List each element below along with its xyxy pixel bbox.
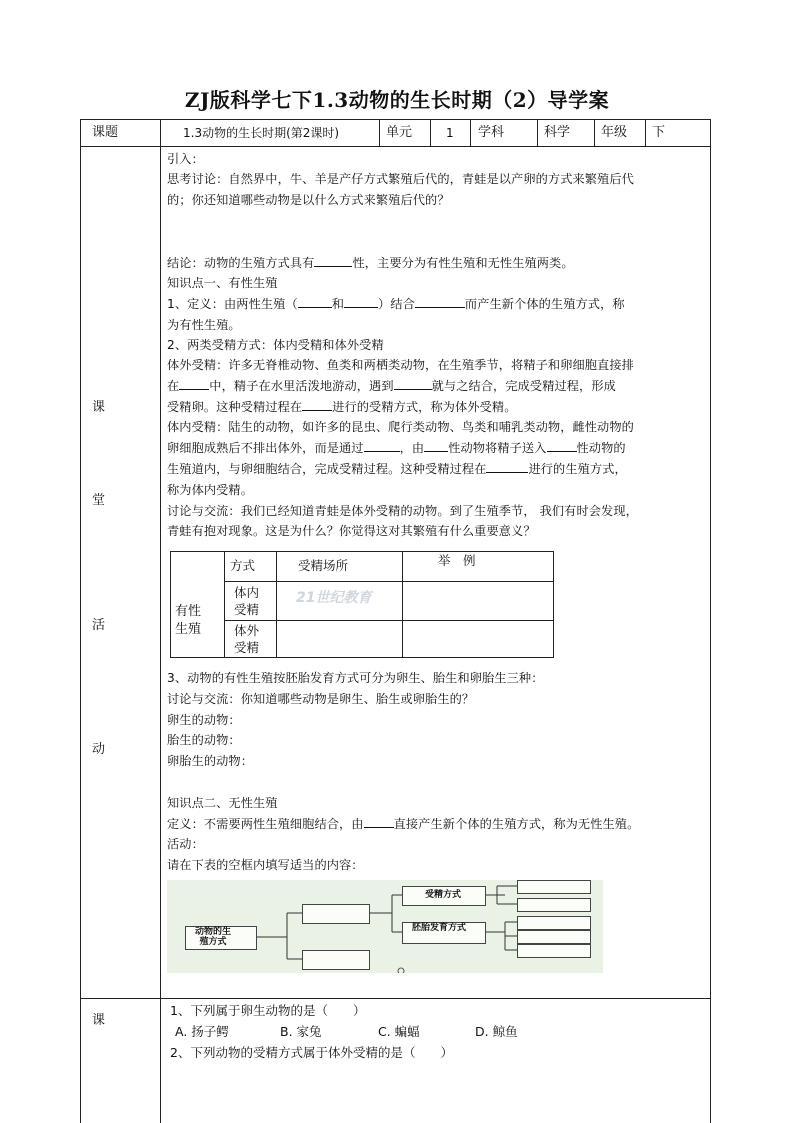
- header-divider-4: [537, 119, 538, 146]
- line-embryo: 3、动物的有性生殖按胚胎发育方式可分为卵生、胎生和卵胎生三种：: [167, 671, 544, 685]
- question-1-option-b[interactable]: B. 家兔: [280, 1024, 322, 1039]
- header-divider-1: [379, 119, 380, 146]
- line-external-3: [167, 399, 516, 415]
- side-label-2: 堂: [92, 493, 106, 508]
- fill-blank[interactable]: [298, 296, 332, 308]
- diagram-empty-box[interactable]: [517, 944, 591, 958]
- fill-blank[interactable]: [415, 296, 465, 308]
- text: 性动物的: [576, 441, 626, 455]
- text: 和: [331, 297, 345, 311]
- side-label-3: 活: [92, 618, 106, 633]
- grade-value: 下: [652, 125, 666, 140]
- text: 而产生新个体的生殖方式，称: [464, 297, 625, 311]
- line-internal-3: [167, 461, 627, 477]
- line-asexual-def: [167, 816, 639, 832]
- line-external-2: [167, 378, 616, 394]
- diagram-empty-box[interactable]: [517, 898, 591, 912]
- inner-header-site: 受精场所: [298, 558, 349, 573]
- line-definition-2: 为有性生殖。: [167, 318, 241, 332]
- inner-row-external: 体外受精: [234, 623, 260, 655]
- text: 生殖道内，与卵细胞结合，完成受精过程。这种受精过程在: [167, 462, 487, 476]
- fill-blank[interactable]: [302, 399, 332, 411]
- text: 进行的受精方式，称为体外受精。: [332, 400, 517, 414]
- inner-line: [170, 581, 224, 582]
- text: 受精卵。这种受精过程在: [167, 400, 303, 414]
- inner-line: [402, 551, 403, 658]
- line-ovoviviparous: 卵胎生的动物：: [167, 754, 254, 768]
- line-internal-4: 称为体内受精。: [167, 483, 254, 497]
- table-col-divider: [160, 119, 161, 1123]
- line-conclusion: [167, 255, 574, 271]
- question-1: 1、下列属于卵生动物的是（ ）: [170, 1003, 366, 1018]
- diagram-empty-box[interactable]: [517, 880, 591, 894]
- diagram-root-label: 动物的生殖方式: [194, 927, 231, 947]
- table-section-divider: [80, 998, 711, 999]
- question-1-option-d[interactable]: D. 鲸鱼: [475, 1024, 518, 1039]
- text: 卵细胞成熟后不排出体外，而是通过: [167, 441, 364, 455]
- inner-line: [170, 551, 554, 552]
- text: ）结合: [378, 297, 415, 311]
- line-knowledge-2: 知识点二、无性生殖: [167, 796, 278, 810]
- side-label-4: 动: [92, 742, 106, 757]
- fill-blank[interactable]: [344, 296, 378, 308]
- line-internal-2: [167, 440, 626, 456]
- subject-label: 学科: [478, 125, 505, 140]
- line-activity: 活动：: [167, 837, 204, 851]
- fill-blank[interactable]: [486, 461, 528, 473]
- line-discuss-1: 讨论与交流：我们已经知道青蛙是体外受精的动物。到了生殖季节， 我们有时会发现，: [167, 504, 638, 518]
- line-definition: [167, 296, 625, 312]
- practice-side-label: 课: [92, 1013, 106, 1028]
- fill-blank[interactable]: [314, 255, 352, 267]
- line-think-1: 思考讨论：自然界中，牛、羊是产仔方式繁殖后代的，青蛙是以产卵的方式来繁殖后代: [167, 172, 634, 186]
- table-border-right: [710, 119, 711, 1123]
- subject-value: 科学: [544, 125, 571, 140]
- text: 性，主要分为有性生殖和无性生殖两类。: [352, 256, 574, 270]
- inner-row-internal: 体内受精: [234, 585, 260, 617]
- concept-diagram: [167, 880, 603, 973]
- diagram-fert-label: 受精方式: [424, 890, 461, 900]
- inner-line: [224, 551, 225, 658]
- fill-blank[interactable]: [364, 440, 400, 452]
- question-1-option-c[interactable]: C. 蝙蝠: [378, 1024, 420, 1039]
- text: 性动物将精子送入: [448, 441, 547, 455]
- inner-line: [553, 551, 554, 658]
- inner-line: [170, 657, 554, 658]
- inner-line: [224, 620, 554, 621]
- text: 进行的生殖方式，: [528, 462, 627, 476]
- inner-row-group: 有性生殖: [175, 604, 202, 637]
- header-divider-6: [645, 119, 646, 146]
- course-label: 课题: [92, 125, 119, 140]
- text: 定义：不需要两性生殖细胞结合，由: [167, 817, 364, 831]
- text: 在: [167, 379, 180, 393]
- question-2: 2、下列动物的受精方式属于体外受精的是（ ）: [170, 1045, 453, 1060]
- line-fert-types: 2、两类受精方式：体内受精和体外受精: [167, 338, 384, 352]
- question-1-option-a[interactable]: A. 扬子鳄: [175, 1024, 229, 1039]
- diagram-empty-box[interactable]: [517, 930, 591, 944]
- inner-line: [276, 551, 277, 658]
- text: 结论：动物的生殖方式具有: [167, 256, 315, 270]
- table-border-top: [80, 119, 711, 120]
- line-knowledge-1: 知识点一、有性生殖: [167, 276, 278, 290]
- fill-blank[interactable]: [364, 816, 394, 828]
- inner-header-example: 举 例: [438, 553, 476, 568]
- line-internal-1: 体内受精：陆生的动物，如许多的昆虫、爬行类动物、鸟类和哺乳类动物，雌性动物的: [167, 420, 634, 434]
- text: 直接产生新个体的生殖方式，称为无性生殖。: [393, 817, 640, 831]
- side-label-1: 课: [92, 400, 106, 415]
- fill-blank[interactable]: [424, 440, 448, 452]
- text: 1、定义：由两性生殖（: [167, 297, 298, 311]
- watermark: 21世纪教育: [296, 590, 372, 606]
- line-discuss-2: 青蛙有抱对现象。这是为什么？你觉得这对其繁殖有什么重要意义？: [167, 524, 536, 538]
- diagram-empty-box[interactable]: [302, 950, 370, 970]
- unit-value: 1: [446, 126, 454, 140]
- course-value: 1.3动物的生长时期(第2课时): [183, 126, 340, 140]
- diagram-empty-box[interactable]: [302, 904, 370, 924]
- inner-header-method: 方式: [230, 558, 256, 573]
- inner-line: [170, 551, 171, 658]
- line-intro: 引入：: [167, 152, 204, 166]
- header-divider-3: [470, 119, 471, 146]
- header-divider-2: [430, 119, 431, 146]
- fill-blank[interactable]: [394, 378, 432, 390]
- line-viviparous: 胎生的动物：: [167, 733, 241, 747]
- text: ，由: [399, 441, 425, 455]
- inner-line: [224, 581, 554, 582]
- diagram-empty-box[interactable]: [517, 916, 591, 930]
- table-header-bottom: [80, 146, 711, 147]
- table-border-left: [80, 119, 81, 1123]
- fill-blank[interactable]: [179, 378, 209, 390]
- line-instruction: 请在下表的空框内填写适当的内容：: [167, 858, 364, 872]
- header-divider-5: [594, 119, 595, 146]
- line-oviparous: 卵生的动物：: [167, 713, 241, 727]
- line-external-1: 体外受精：许多无脊椎动物、鱼类和两栖类动物，在生殖季节，将精子和卵细胞直接排: [167, 358, 634, 372]
- page-title: ZJ版科学七下1.3动物的生长时期（2）导学案: [184, 88, 610, 112]
- unit-label: 单元: [386, 125, 413, 140]
- grade-label: 年级: [601, 125, 628, 140]
- diagram-embryo-label: 胚胎发育方式: [411, 923, 466, 933]
- line-discuss-3: 讨论与交流：你知道哪些动物是卵生、胎生或卵胎生的？: [167, 692, 475, 706]
- fill-blank[interactable]: [547, 440, 577, 452]
- line-think-2: 的；你还知道哪些动物是以什么方式来繁殖后代的？: [167, 193, 450, 207]
- text: 中，精子在水里活泼地游动，遇到: [209, 379, 394, 393]
- text: 就与之结合，完成受精过程，形成: [431, 379, 616, 393]
